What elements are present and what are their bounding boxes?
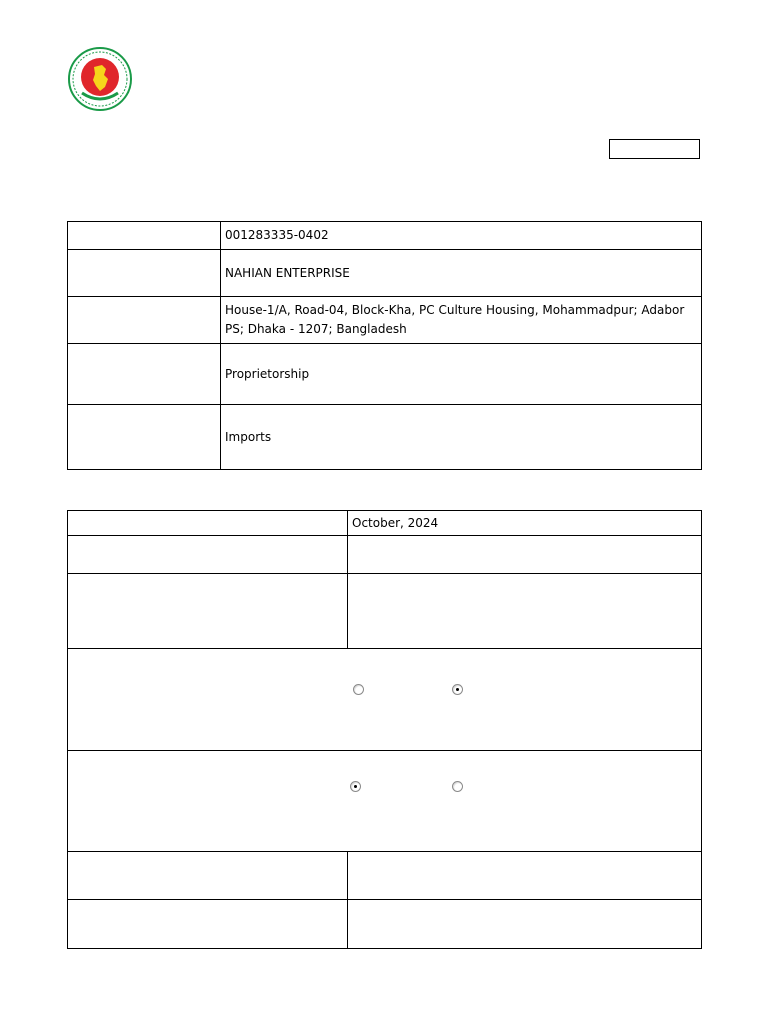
radio-group-2-option-1[interactable] (350, 781, 361, 792)
table-row (68, 250, 702, 297)
activity-label-cell (68, 405, 221, 470)
taxpayer-address: House-1/A, Road-04, Block-Kha, PC Culture Housing, Mohammadpur; Adabor PS; Dhaka - 1207; Bangladesh (221, 297, 702, 344)
radio-group-2-option-2[interactable] (452, 781, 463, 792)
table-row (68, 511, 702, 536)
tax-period-label-cell (68, 511, 348, 536)
return-type-value-cell (348, 536, 702, 574)
ownership-type: Proprietorship (221, 344, 702, 405)
form-number-box (609, 139, 700, 159)
radio-group-1-cell (68, 649, 702, 751)
field-label-cell (68, 852, 348, 900)
field-value-cell (348, 852, 702, 900)
submission-date-label-cell (68, 574, 348, 649)
government-seal-logo (68, 47, 132, 111)
submission-date-value-cell (348, 574, 702, 649)
return-type-label-cell (68, 536, 348, 574)
registration-info-table (67, 221, 702, 470)
radio-group-1-option-1[interactable] (353, 684, 364, 695)
table-row (68, 536, 702, 574)
radio-group-2-cell (68, 751, 702, 852)
field-value-cell (348, 900, 702, 949)
radio-group-1-option-2[interactable] (452, 684, 463, 695)
table-row (68, 649, 702, 751)
tax-period-value: October, 2024 (348, 511, 702, 536)
taxpayer-name: NAHIAN ENTERPRISE (221, 250, 702, 297)
name-label-cell (68, 250, 221, 297)
table-row (68, 900, 702, 949)
table-row (68, 574, 702, 649)
bin-label-cell (68, 222, 221, 250)
field-label-cell (68, 900, 348, 949)
table-row (68, 751, 702, 852)
table-row (68, 405, 702, 470)
table-row (68, 344, 702, 405)
table-row (68, 852, 702, 900)
table-row (68, 222, 702, 250)
bin-value: 001283335-0402 (221, 222, 702, 250)
return-submission-table (67, 510, 702, 949)
table-row (68, 297, 702, 344)
address-label-cell (68, 297, 221, 344)
economic-activity: Imports (221, 405, 702, 470)
ownership-label-cell (68, 344, 221, 405)
